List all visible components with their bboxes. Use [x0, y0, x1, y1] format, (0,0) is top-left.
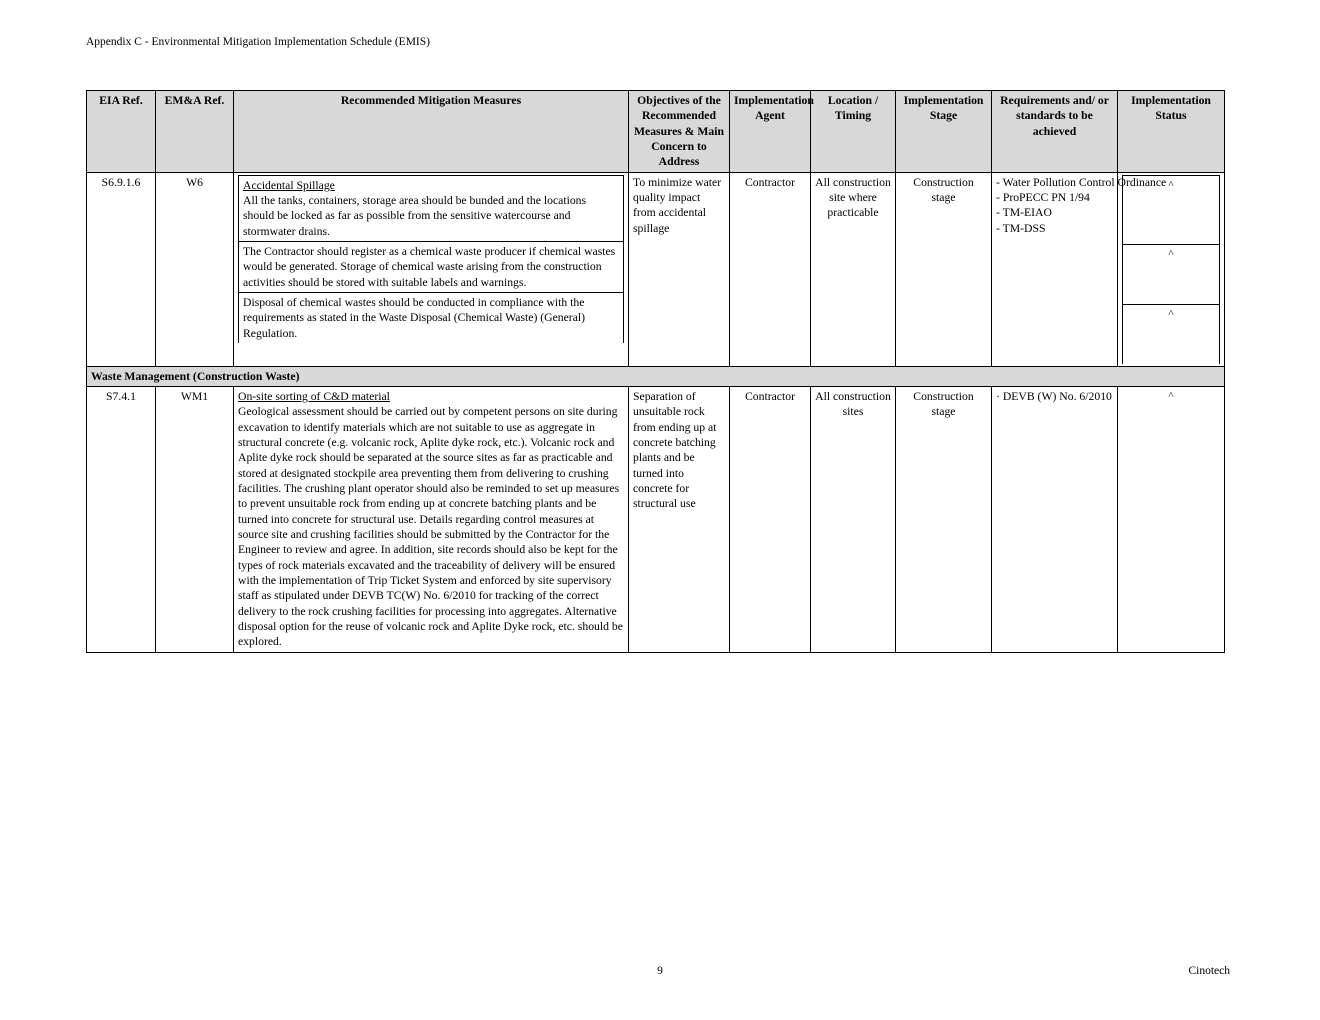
- measure-text: Disposal of chemical wastes should be conducted in compliance with the requirements as stated in the Waste Disposal (Chemical Waste) (General) Regulation.: [239, 292, 624, 342]
- status-badge: ^: [1123, 244, 1220, 304]
- column-header-status: Implementation Status: [1118, 91, 1225, 173]
- measures-sublist: [238, 175, 624, 343]
- cell-stage: Construction stage: [896, 172, 992, 366]
- section-header-row: [87, 366, 1225, 386]
- requirement-item: - TM-DSS: [996, 221, 1046, 235]
- measure-text: Geological assessment should be carried out by competent persons on site during excavation to identify materials which are not suitable to use as aggregate in structural concrete (e.g. volcanic rock, Aplite dyke rock, etc.). Volcanic rock and Aplite dyke rock should be separated at the source sites as far as practicable and stored at designated stockpile area preventing them from delivering to crushing facilities. The crushing plant operator should also be reminded to set up measures to prevent unsuitable rock from ending up at concrete batching plants and be turned into concrete for structural use. Details regarding control measures at source site and crushing facilities should be submitted by the Contractor for the Engineer to review and agree. In addition, site records should also be kept for the types of rock materials excavated and the traceability of delivery will be ensured with the implementation of Trip Ticket System and enforced by site supervisory staff as stipulated under DEVB TC(W) No. 6/2010 for tracking of the correct delivery to the rock crushing facilities for processing into aggregates. Alternative disposal option for the reuse of volcanic rock and Aplite Dyke rock, etc. should be explored.: [238, 405, 623, 649]
- measure-text: All the tanks, containers, storage area should be bunded and the locations should be locked as far as possible from the sensitive watercourse and stormwater drains.: [243, 193, 587, 238]
- column-header-location: Location / Timing: [811, 91, 896, 173]
- measure-item: [239, 292, 624, 342]
- cell-objectives: To minimize water quality impact from accidental spillage: [629, 172, 730, 366]
- cell-measures: [234, 386, 629, 652]
- column-header-measures: Recommended Mitigation Measures: [234, 91, 629, 173]
- cell-eia-ref: S7.4.1: [87, 386, 156, 652]
- requirement-item: - Water Pollution Control Ordinance: [996, 175, 1167, 189]
- status-badge: ^: [1123, 175, 1220, 244]
- cell-requirements: [992, 172, 1167, 366]
- status-item: [1123, 244, 1220, 304]
- status-sublist: [1122, 175, 1220, 364]
- footer-company: Cinotech: [1188, 965, 1230, 977]
- cell-emea-ref: WM1: [156, 386, 234, 652]
- column-header-emea-ref: EM&A Ref.: [156, 91, 234, 173]
- column-header-eia-ref: EIA Ref.: [87, 91, 156, 173]
- status-item: [1123, 304, 1220, 364]
- measure-item: [239, 175, 624, 241]
- emis-table: [86, 90, 1225, 653]
- table-row: [87, 172, 1225, 366]
- measure-title: On-site sorting of C&D material: [238, 389, 390, 403]
- cell-eia-ref: S6.9.1.6: [87, 172, 156, 366]
- cell-requirements: [992, 386, 1118, 652]
- column-header-objectives: Objectives of the Recommended Measures & Main Concern to Address: [629, 91, 730, 173]
- requirement-item: · DEVB (W) No. 6/2010: [996, 389, 1112, 403]
- column-header-agent: Implementation Agent: [730, 91, 811, 173]
- status-badge: ^: [1123, 304, 1220, 364]
- column-header-requirements: Requirements and/ or standards to be achieved: [992, 91, 1118, 173]
- cell-status: ^: [1118, 386, 1225, 652]
- cell-emea-ref: W6: [156, 172, 234, 366]
- measure-title: Accidental Spillage: [243, 178, 335, 192]
- measure-text: The Contractor should register as a chemical waste producer if chemical wastes would be generated. Storage of chemical waste arising from the construction activities should be stored with suitable labels and warnings.: [239, 241, 624, 292]
- cell-location: All construction sites: [811, 386, 896, 652]
- cell-status: [1118, 172, 1225, 366]
- appendix-header: Appendix C - Environmental Mitigation Implementation Schedule (EMIS): [86, 36, 430, 48]
- cell-stage: Construction stage: [896, 386, 992, 652]
- section-header-label: Waste Management (Construction Waste): [87, 366, 1225, 386]
- cell-measures: [234, 172, 629, 366]
- table-row: [87, 386, 1225, 652]
- cell-location: All construction site where practicable: [811, 172, 896, 366]
- cell-objectives: Separation of unsuitable rock from ending up at concrete batching plants and be turned into concrete for structural use: [629, 386, 730, 652]
- footer-page-number: 9: [657, 965, 663, 977]
- table-header-row: [87, 91, 1225, 173]
- column-header-stage: Implementation Stage: [896, 91, 992, 173]
- measure-item: [239, 241, 624, 292]
- measure-block-1: [239, 175, 624, 241]
- requirement-item: - TM-EIAO: [996, 206, 1052, 220]
- cell-agent: Contractor: [730, 386, 811, 652]
- cell-agent: Contractor: [730, 172, 811, 366]
- requirement-item: - ProPECC PN 1/94: [996, 190, 1090, 204]
